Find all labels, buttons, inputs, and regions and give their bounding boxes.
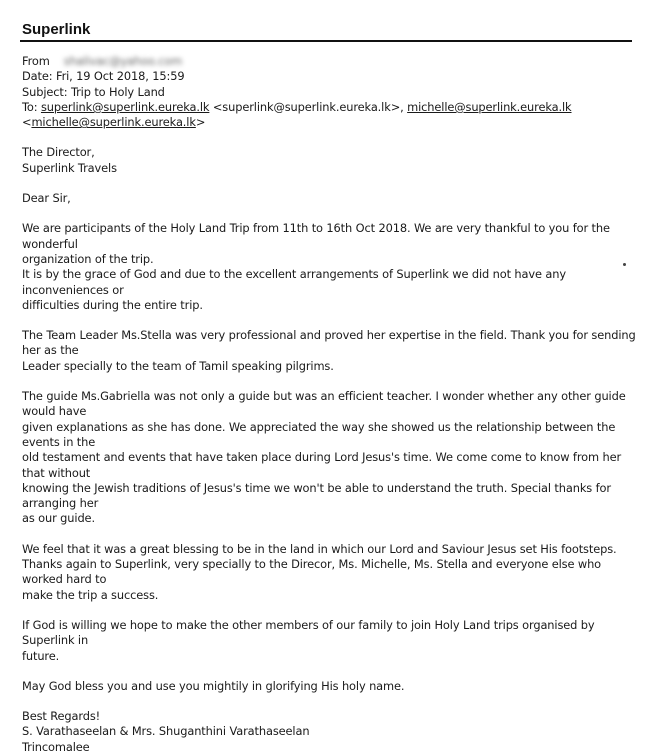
paragraph-3-line-1: The guide Ms.Gabriella was not only a guide but was an efficient teacher. I wonder whether any other guide would have xyxy=(22,389,626,419)
publication-title: Superlink xyxy=(22,21,91,38)
cc-address-bracket-link[interactable]: michelle@superlink.eureka.lk xyxy=(31,115,196,130)
signature-place: Trincomalee xyxy=(22,739,90,754)
paragraph-1-line-1: We are participants of the Holy Land Trip from 11th to 16th Oct 2018. We are very thankful to you for the wonderful xyxy=(22,221,610,251)
signature-names: S. Varathaseelan & Mrs. Shuganthini Varathaseelan xyxy=(22,724,310,739)
recipient-company: Superlink Travels xyxy=(22,160,117,175)
bracket-close: > xyxy=(195,115,206,130)
paragraph-3-line-3: old testament and events that have taken place during Lord Jesus's time. We come come to know from her that without xyxy=(22,450,622,480)
to-label: To: xyxy=(22,99,41,114)
email-from-line xyxy=(22,54,637,69)
from-label: From xyxy=(22,54,50,68)
closing: Best Regards! xyxy=(22,709,101,724)
letter-body xyxy=(22,54,637,755)
paragraph-1-line-3: It is by the grace of God and due to the excellent arrangements of Superlink we did not have any inconveniences or xyxy=(22,267,566,297)
title-divider xyxy=(20,40,632,42)
paragraph-4-line-3: make the trip a success. xyxy=(22,587,159,602)
email-subject: Subject: Trip to Holy Land xyxy=(22,84,165,99)
recipient-title: The Director, xyxy=(22,145,95,160)
paragraph-2-line-1: The Team Leader Ms.Stella was very professional and proved her expertise in the field. Thank you for sending her as the xyxy=(22,328,636,358)
to-address-link[interactable]: superlink@superlink.eureka.lk xyxy=(40,99,210,114)
paragraph-3-line-5: as our guide. xyxy=(22,511,95,526)
paragraph-1-line-4: difficulties during the entire trip. xyxy=(22,297,203,312)
cc-address-link[interactable]: michelle@superlink.eureka.lk xyxy=(407,99,572,114)
email-to-line-2 xyxy=(22,115,637,130)
paragraph-4-line-1: We feel that it was a great blessing to be in the land in which our Lord and Saviour Jesus set His footsteps. xyxy=(22,541,617,556)
from-address-redacted: shalivac@yahoo.com xyxy=(63,54,183,68)
to-address-bracket: <superlink@superlink.eureka.lk>, xyxy=(209,99,408,114)
paragraph-1-line-2: organization of the trip. xyxy=(22,251,154,266)
paragraph-4-line-2: Thanks again to Superlink, very specially to the Direcor, Ms. Michelle, Ms. Stella and everyone else who worked hard to xyxy=(22,557,602,587)
paragraph-3-line-2: given explanations as she has done. We appreciated the way she showed us the relationship between the events in the xyxy=(22,419,616,449)
salutation: Dear Sir, xyxy=(22,191,71,206)
email-date: Date: Fri, 19 Oct 2018, 15:59 xyxy=(22,69,185,84)
paragraph-2-line-2: Leader specially to the team of Tamil speaking pilgrims. xyxy=(22,358,334,373)
paragraph-5-line-1: If God is willing we hope to make the other members of our family to join Holy Land trips organised by Superlink in xyxy=(22,617,595,648)
paragraph-5-line-2: future. xyxy=(22,648,60,663)
bracket-open: < xyxy=(22,115,32,130)
paragraph-3-line-4: knowing the Jewish traditions of Jesus's time we won't be able to understand the truth. Special thanks for arranging her xyxy=(22,480,611,511)
email-to-line xyxy=(22,100,637,115)
paragraph-6-line-1: May God bless you and use you mightily in glorifying His holy name. xyxy=(22,678,405,693)
